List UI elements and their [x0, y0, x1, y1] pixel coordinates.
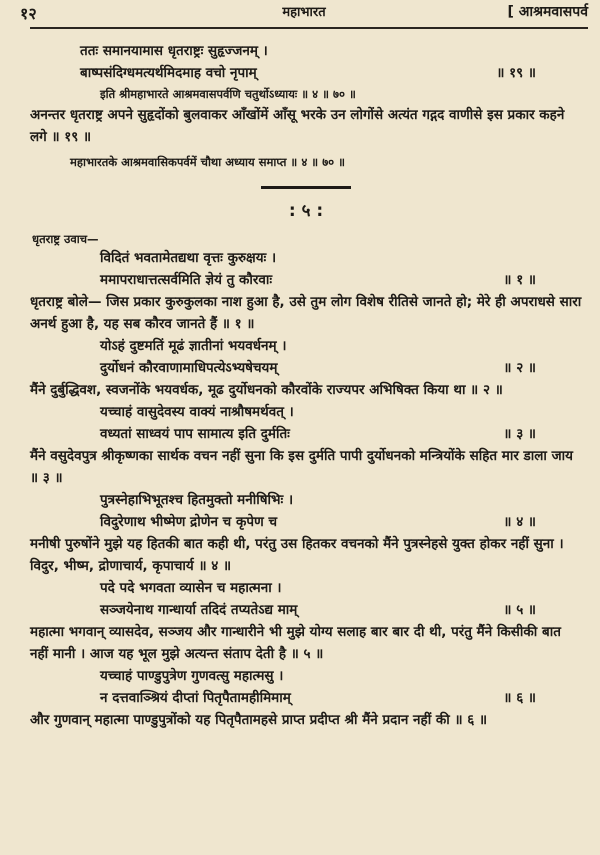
- verse-number: ॥ ६ ॥: [503, 690, 536, 706]
- verse-line: [30, 247, 582, 269]
- verse-text: विदुरेणाथ भीष्मेण द्रोणेन च कृपेण च: [100, 514, 278, 530]
- speaker-label: धृतराष्ट्र उवाच—: [32, 232, 99, 246]
- verse-line: [30, 401, 582, 423]
- verse-text: ममापराधात्तत्सर्वमिति ज्ञेयं तु कौरवाः: [100, 272, 273, 288]
- translation-paragraph: अनन्तर धृतराष्ट्र अपने सुहृदोंको बुलवाकर आँखोंमें आँसू भरके उन लोगोंसे अत्यंत गद्गद वाणीसे इस प्रकार कहने लगे ॥ १९ ॥: [30, 107, 565, 145]
- verse-line: [30, 40, 582, 62]
- verse-text: दुर्योधनं कौरवाणामाधिपत्येऽभ्यषेचयम्: [100, 360, 278, 376]
- verse-line: [30, 335, 582, 357]
- translation-paragraph: धृतराष्ट्र बोले— जिस प्रकार कुरुकुलका नाश हुआ है, उसे तुम लोग विशेष रीतिसे जानते हो; मेरे ही अपराधसे सारा अनर्थ हुआ है, यह सब कौरव जानते हैं ॥ १ ॥: [30, 294, 582, 332]
- translation-paragraph: महात्मा भगवान् व्यासदेव, सञ्जय और गान्धारीने भी मुझे योग्य सलाह बार बार दी थी, परंतु मैंने किसीकी बात नहीं मानी । आज यह भूल मुझे अत्यन्त संताप देती है ॥ ५ ॥: [30, 624, 561, 662]
- verse-line: [30, 599, 582, 621]
- verse-text: यच्चाहं वासुदेवस्य वाक्यं नाश्रौषमर्थवत् ।: [100, 404, 294, 420]
- verse-number: ॥ १९ ॥: [496, 65, 536, 81]
- chapter-colophon-sanskrit: इति श्रीमहाभारते आश्रमवासपर्वणि चतुर्थोऽध्यायः ॥ ४ ॥ ७० ॥: [100, 87, 356, 101]
- section-divider: [261, 186, 351, 189]
- page-body: [30, 40, 582, 731]
- verse-number: ॥ ४ ॥: [503, 514, 536, 530]
- translation-paragraph: और गुणवान् महात्मा पाण्डुपुत्रोंको यह पितृपैतामहसे प्राप्त प्रदीप्त श्री मैंने प्रदान नहीं की ॥ ६ ॥: [30, 712, 488, 728]
- verse-text: योऽहं दुष्टमतिं मूढं ज्ञातीनां भयवर्धनम् ।: [100, 338, 287, 354]
- verse-line: [30, 687, 582, 709]
- verse-text: पदे पदे भगवता व्यासेन च महात्मना ।: [100, 580, 282, 596]
- verse-text: यच्चाहं पाण्डुपुत्रेण गुणवत्सु महात्मसु ।: [100, 668, 284, 684]
- header-rule: [30, 27, 588, 29]
- section-title: [ आश्रमवासपर्व: [507, 4, 588, 20]
- verse-list: [30, 247, 582, 731]
- verse-line: [30, 62, 582, 84]
- page-number: १२: [20, 4, 37, 23]
- verse-line: [30, 489, 582, 511]
- verse-line: [30, 577, 582, 599]
- verse-text: विदितं भवतामेतद्यथा वृत्तः कुरुक्षयः ।: [100, 250, 277, 266]
- translation-paragraph: मैंने वसुदेवपुत्र श्रीकृष्णका सार्थक वचन नहीं सुना कि इस दुर्मति पापी दुर्योधनको मन्त्रियोंके सहित मार डाला जाय ॥ ३ ॥: [30, 448, 573, 486]
- chapter-colophon-hindi: महाभारतके आश्रमवासिकपर्वमें चौथा अध्याय समाप्त ॥ ४ ॥ ७० ॥: [70, 155, 346, 169]
- verse-text: पुत्रस्नेहाभिभूतश्च हितमुक्तो मनीषिभिः ।: [100, 492, 294, 508]
- verse-line: [30, 511, 582, 533]
- verse-number: ॥ ५ ॥: [503, 602, 536, 618]
- verse-number: ॥ २ ॥: [503, 360, 536, 376]
- verse-line: [30, 423, 582, 445]
- verse-text: न दत्तवाञ्श्रियं दीप्तां पितृपैतामहीमिमाम्: [100, 690, 291, 706]
- verse-line: [30, 357, 582, 379]
- verse-line: [30, 665, 582, 687]
- verse-text: सञ्जयेनाथ गान्धार्या तदिदं तप्यतेऽद्य माम्: [100, 602, 298, 618]
- verse-number: ॥ १ ॥: [503, 272, 536, 288]
- chapter-heading: : ५ :: [288, 201, 324, 221]
- verse-number: ॥ ३ ॥: [503, 426, 536, 442]
- translation-paragraph: मैंने दुर्बुद्धिवश, स्वजनोंके भयवर्धक, मूढ दुर्योधनको कौरवोंके राज्यपर अभिषिक्त किया था ॥ २ ॥: [30, 382, 503, 398]
- verse-text: वध्यतां साध्वयं पाप सामात्य इति दुर्मतिः: [100, 426, 290, 442]
- running-title: महाभारत: [282, 5, 326, 20]
- verse-line: [30, 269, 582, 291]
- translation-paragraph: मनीषी पुरुषोंने मुझे यह हितकी बात कही थी, परंतु उस हितकर वचनको मैंने पुत्रस्नेहसे युक्त होकर नहीं सुना । विदुर, भीष्म, द्रोणाचार्य, कृपाचार्य ॥ ४ ॥: [30, 536, 564, 574]
- verse-text: बाष्पसंदिग्धमत्यर्थमिदमाह वचो नृपाम्: [80, 65, 257, 81]
- verse-text: ततः समानयामास धृतराष्ट्रः सुहृज्जनम् ।: [80, 43, 268, 59]
